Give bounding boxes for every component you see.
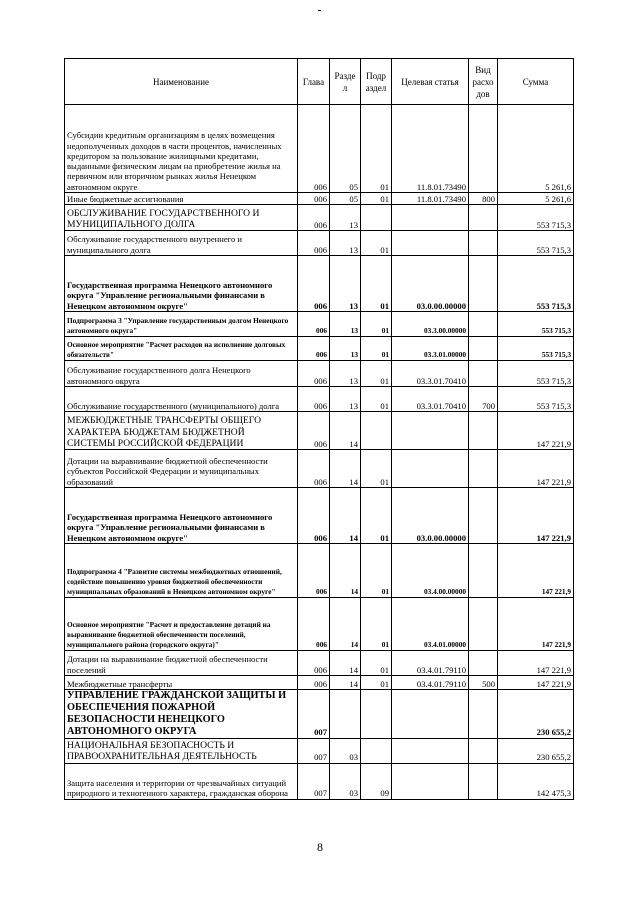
row-razdel: 14 — [330, 488, 361, 544]
row-name: ОБСЛУЖИВАНИЕ ГОСУДАРСТВЕННОГО И МУНИЦИПАЛЬНОГО ДОЛГА — [65, 205, 298, 231]
row-tselevaya — [392, 738, 469, 763]
table-row — [65, 763, 574, 799]
row-glava: 006 — [298, 193, 330, 205]
row-podrazdel: 09 — [361, 763, 392, 799]
row-summa: 147 221,9 — [498, 676, 574, 690]
row-summa: 147 221,9 — [498, 488, 574, 544]
header-razdel: Разде л — [330, 59, 361, 105]
header-row — [65, 59, 574, 105]
row-glava: 006 — [298, 231, 330, 256]
row-name: Защита населения и территории от чрезвычайных ситуаций природного и техногенного характера, гражданская оборона — [65, 763, 298, 799]
table-row — [65, 387, 574, 412]
row-podrazdel: 01 — [361, 105, 392, 193]
table-row — [65, 544, 574, 598]
row-summa: 553 715,3 — [498, 387, 574, 412]
row-summa: 230 655,2 — [498, 738, 574, 763]
row-summa: 553 715,3 — [498, 205, 574, 231]
header-tselevaya: Целевая статья — [392, 59, 469, 105]
row-summa: 147 221,9 — [498, 651, 574, 676]
row-podrazdel — [361, 205, 392, 231]
row-glava: 006 — [298, 488, 330, 544]
row-vid: 500 — [469, 676, 498, 690]
row-podrazdel: 01 — [361, 387, 392, 412]
row-razdel: 14 — [330, 651, 361, 676]
row-vid: 800 — [469, 193, 498, 205]
row-podrazdel: 01 — [361, 193, 392, 205]
row-vid — [469, 361, 498, 387]
row-name: Основное мероприятие "Расчет и предоставление дотаций на выравнивание бюджетной обеспеченности поселений, муниципального района (городского округа)" — [65, 598, 298, 651]
row-tselevaya: 11.8.01.73490 — [392, 105, 469, 193]
row-name: Межбюджетные трансферты — [65, 676, 298, 690]
header-name: Наименование — [65, 59, 298, 105]
row-glava: 006 — [298, 676, 330, 690]
header-podrazdel: Подр аздел — [361, 59, 392, 105]
row-name: Субсидии кредитным организациям в целях возмещения недополученных доходов в части процентов, начисленных кредитором за пользование жилищными кредитами, выданными физическим лицам на приобретение жилья на первичном или вторичном рынках жилья Ненецком автономном округе — [65, 105, 298, 193]
row-summa: 147 221,9 — [498, 598, 574, 651]
row-podrazdel — [361, 690, 392, 739]
table-row — [65, 598, 574, 651]
row-name: Подпрограмма 3 "Управление государственным долгом Ненецкого автономного округа" — [65, 312, 298, 337]
row-tselevaya: 03.4.01.79110 — [392, 676, 469, 690]
table-row — [65, 105, 574, 193]
row-name: Подпрограмма 4 "Развитие системы межбюджетных отношений, содействие повышению уровня бюджетной обеспеченности муниципальных образований в Ненецком автономном округе" — [65, 544, 298, 598]
row-glava: 006 — [298, 544, 330, 598]
row-razdel: 14 — [330, 544, 361, 598]
row-razdel: 13 — [330, 312, 361, 337]
row-glava: 007 — [298, 690, 330, 739]
row-summa: 553 715,3 — [498, 361, 574, 387]
row-glava: 006 — [298, 450, 330, 488]
row-vid — [469, 598, 498, 651]
row-vid — [469, 205, 498, 231]
row-razdel: 05 — [330, 193, 361, 205]
table-row — [65, 361, 574, 387]
row-podrazdel: 01 — [361, 488, 392, 544]
row-name: УПРАВЛЕНИЕ ГРАЖДАНСКОЙ ЗАЩИТЫ И ОБЕСПЕЧЕНИЯ ПОЖАРНОЙ БЕЗОПАСНОСТИ НЕНЕЦКОГО АВТОНОМНОГО ОКРУГА — [65, 690, 298, 739]
row-vid — [469, 105, 498, 193]
row-vid — [469, 412, 498, 450]
table-row — [65, 205, 574, 231]
row-vid — [469, 450, 498, 488]
row-name: НАЦИОНАЛЬНАЯ БЕЗОПАСНОСТЬ И ПРАВООХРАНИТЕЛЬНАЯ ДЕЯТЕЛЬНОСТЬ — [65, 738, 298, 763]
row-summa: 553 715,3 — [498, 312, 574, 337]
row-glava: 006 — [298, 312, 330, 337]
row-name: Иные бюджетные ассигнования — [65, 193, 298, 205]
row-summa: 553 715,3 — [498, 337, 574, 361]
row-tselevaya: 03.0.00.00000 — [392, 488, 469, 544]
row-razdel: 13 — [330, 361, 361, 387]
table-row — [65, 690, 574, 739]
table-row — [65, 738, 574, 763]
row-tselevaya — [392, 450, 469, 488]
row-vid — [469, 651, 498, 676]
row-podrazdel: 01 — [361, 337, 392, 361]
row-razdel: 13 — [330, 205, 361, 231]
header-vid: Вид расхо дов — [469, 59, 498, 105]
row-glava: 006 — [298, 412, 330, 450]
row-tselevaya: 03.3.01.70410 — [392, 387, 469, 412]
row-razdel: 03 — [330, 738, 361, 763]
row-summa: 147 221,9 — [498, 544, 574, 598]
row-name: Государственная программа Ненецкого автономного округа "Управление региональными финансами в Ненецком автономном округе" — [65, 256, 298, 312]
row-podrazdel: 01 — [361, 598, 392, 651]
row-podrazdel: 01 — [361, 676, 392, 690]
row-summa: 147 221,9 — [498, 450, 574, 488]
row-podrazdel: 01 — [361, 450, 392, 488]
row-razdel: 14 — [330, 598, 361, 651]
table-row — [65, 651, 574, 676]
row-podrazdel: 01 — [361, 231, 392, 256]
row-tselevaya — [392, 205, 469, 231]
table-row — [65, 676, 574, 690]
row-summa: 553 715,3 — [498, 231, 574, 256]
budget-table — [64, 58, 574, 800]
row-glava: 007 — [298, 763, 330, 799]
row-tselevaya — [392, 412, 469, 450]
row-podrazdel — [361, 738, 392, 763]
row-summa: 142 475,3 — [498, 763, 574, 799]
row-podrazdel: 01 — [361, 256, 392, 312]
row-glava: 006 — [298, 337, 330, 361]
top-mark — [318, 10, 321, 11]
row-glava: 006 — [298, 598, 330, 651]
row-razdel: 13 — [330, 337, 361, 361]
row-glava: 006 — [298, 205, 330, 231]
row-vid — [469, 312, 498, 337]
row-vid — [469, 690, 498, 739]
table-row — [65, 450, 574, 488]
row-podrazdel: 01 — [361, 312, 392, 337]
row-tselevaya: 03.4.01.00000 — [392, 598, 469, 651]
row-razdel: 14 — [330, 676, 361, 690]
row-summa: 5 261,6 — [498, 193, 574, 205]
row-vid — [469, 337, 498, 361]
row-razdel: 13 — [330, 387, 361, 412]
row-tselevaya: 03.3.01.70410 — [392, 361, 469, 387]
row-tselevaya — [392, 690, 469, 739]
row-podrazdel: 01 — [361, 544, 392, 598]
row-tselevaya: 03.4.01.79110 — [392, 651, 469, 676]
row-tselevaya: 03.4.00.00000 — [392, 544, 469, 598]
row-tselevaya — [392, 763, 469, 799]
row-vid — [469, 738, 498, 763]
row-tselevaya: 03.3.00.00000 — [392, 312, 469, 337]
row-vid — [469, 763, 498, 799]
row-vid — [469, 231, 498, 256]
page-number: 8 — [317, 840, 323, 854]
header-glava: Глава — [298, 59, 330, 105]
row-vid — [469, 544, 498, 598]
row-name: Обслуживание государственного (муниципального) долга — [65, 387, 298, 412]
row-podrazdel: 01 — [361, 651, 392, 676]
row-razdel: 05 — [330, 105, 361, 193]
row-tselevaya: 03.0.00.00000 — [392, 256, 469, 312]
table-row — [65, 488, 574, 544]
row-summa: 230 655,2 — [498, 690, 574, 739]
row-razdel: 13 — [330, 256, 361, 312]
table-row — [65, 312, 574, 337]
row-name: Обслуживание государственного внутреннего и муниципального долга — [65, 231, 298, 256]
row-razdel: 03 — [330, 763, 361, 799]
row-name: Государственная программа Ненецкого автономного округа "Управление региональными финансами в Ненецком автономном округе" — [65, 488, 298, 544]
row-tselevaya: 03.3.01.00000 — [392, 337, 469, 361]
table-row — [65, 412, 574, 450]
row-summa: 5 261,6 — [498, 105, 574, 193]
table-row — [65, 231, 574, 256]
row-podrazdel — [361, 412, 392, 450]
row-summa: 553 715,3 — [498, 256, 574, 312]
table-row — [65, 193, 574, 205]
row-podrazdel: 01 — [361, 361, 392, 387]
row-razdel: 14 — [330, 450, 361, 488]
row-glava: 006 — [298, 387, 330, 412]
row-tselevaya — [392, 231, 469, 256]
row-summa: 147 221,9 — [498, 412, 574, 450]
row-tselevaya: 11.8.01.73490 — [392, 193, 469, 205]
row-glava: 007 — [298, 738, 330, 763]
row-name: Обслуживание государственного долга Ненецкого автономного округа — [65, 361, 298, 387]
row-glava: 006 — [298, 105, 330, 193]
row-razdel: 13 — [330, 231, 361, 256]
header-summa: Сумма — [498, 59, 574, 105]
row-vid — [469, 256, 498, 312]
row-glava: 006 — [298, 651, 330, 676]
row-razdel: 14 — [330, 412, 361, 450]
row-glava: 006 — [298, 361, 330, 387]
row-glava: 006 — [298, 256, 330, 312]
row-name: МЕЖБЮДЖЕТНЫЕ ТРАНСФЕРТЫ ОБЩЕГО ХАРАКТЕРА БЮДЖЕТАМ БЮДЖЕТНОЙ СИСТЕМЫ РОССИЙСКОЙ ФЕДЕРАЦИИ — [65, 412, 298, 450]
row-vid — [469, 488, 498, 544]
table-row — [65, 337, 574, 361]
row-name: Дотации на выравнивание бюджетной обеспеченности субъектов Российской Федерации и муниципальных образований — [65, 450, 298, 488]
row-razdel — [330, 690, 361, 739]
table-row — [65, 256, 574, 312]
row-vid: 700 — [469, 387, 498, 412]
row-name: Основное мероприятие "Расчет расходов на исполнение долговых обязательств" — [65, 337, 298, 361]
row-name: Дотации на выравнивание бюджетной обеспеченности поселений — [65, 651, 298, 676]
